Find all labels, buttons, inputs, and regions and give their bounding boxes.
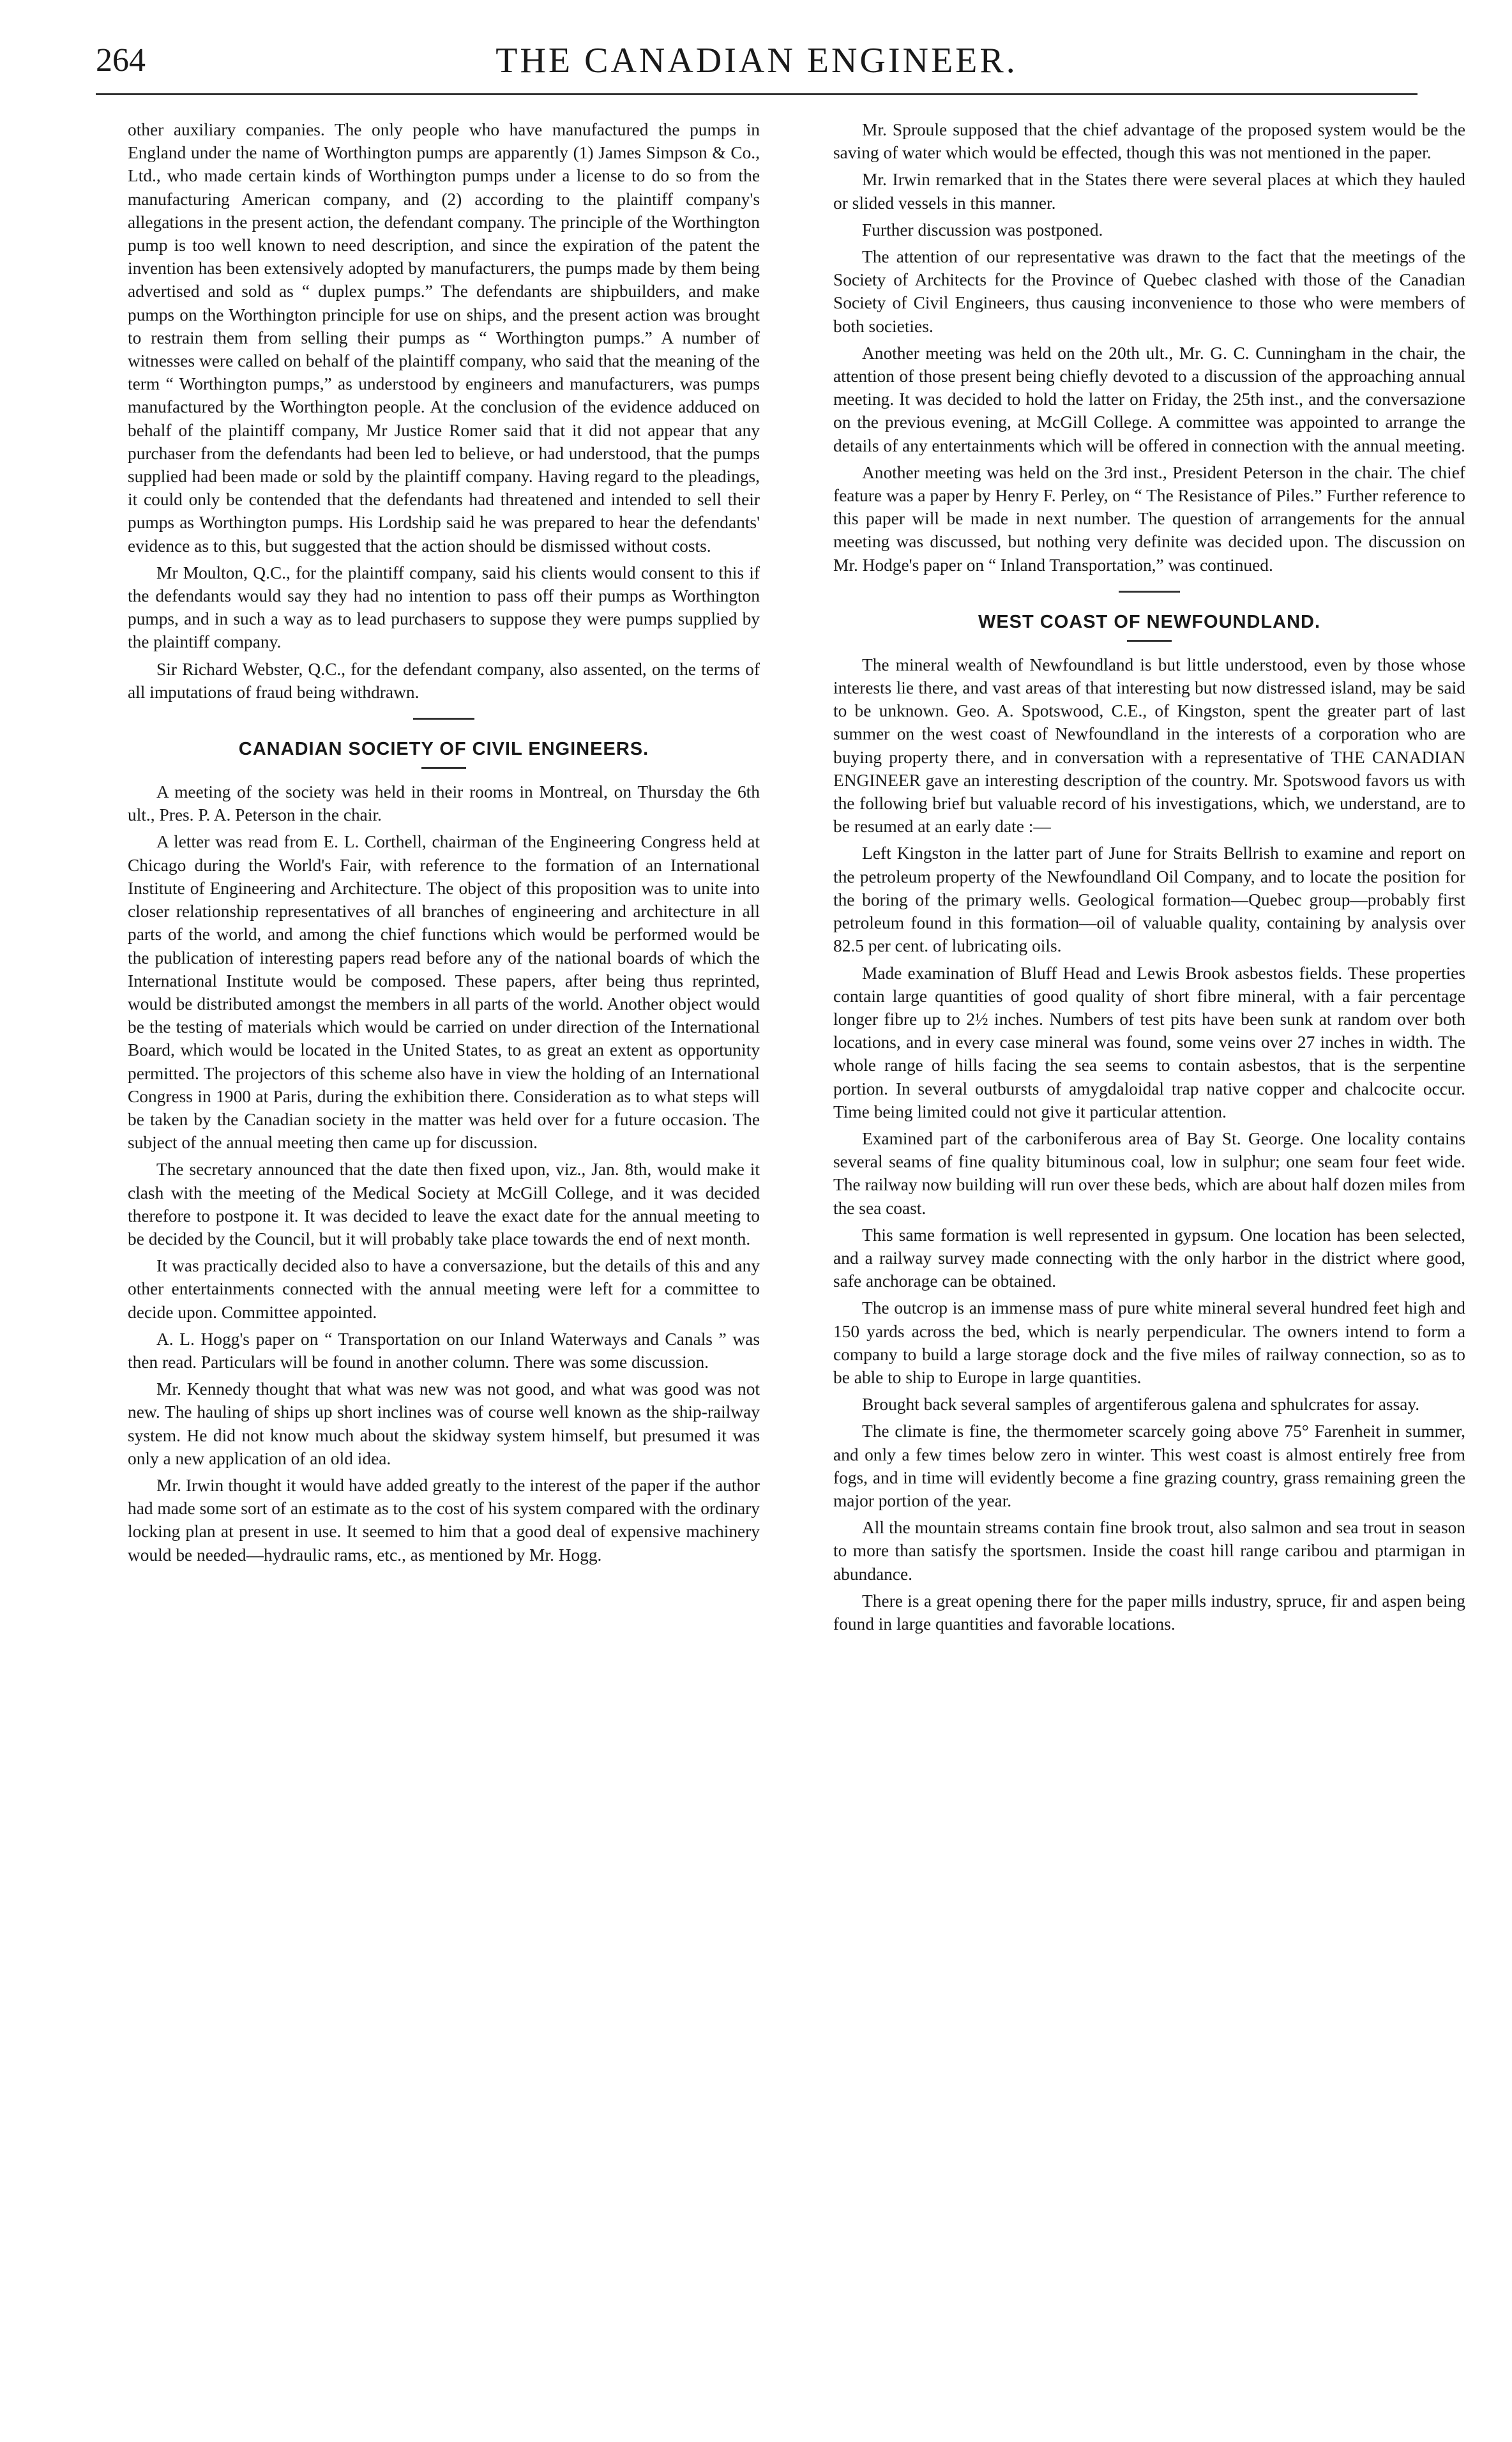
article-paragraph: The secretary announced that the date then fixed upon, viz., Jan. 8th, would make it clash with the meeting of the Medical Society at McGill College, and it was decided therefore to postpone it. It was decided to leave the exact date for the annual meeting to be decided by the Council, but it will probably take place towards the end of next month. — [128, 1160, 760, 1248]
article-paragraph: other auxiliary companies. The only people who have manufactured the pumps in England under the name of Worthington pumps are apparently (1) James Simpson & Co., Ltd., who made certain kinds of Worthington pumps under a license to do so from the manufacturing American company, and (2) according to the plaintiff company's allegations in the present action, the defendant company. The principle of the Worthington pump is too well known to need description, and since the expiration of the patent the invention has been extensively adopted by manufacturers, the pumps made by them being advertised and sold as “ duplex pumps.” The defendants are shipbuilders, and make pumps on the Worthington principle for use on ships, and the present action was brought to restrain them from selling their pumps as “ Worthington pumps.” A number of witnesses were called on behalf of the plaintiff company, who said that the meaning of the term “ Worthington pumps,” as understood by engineers and manufacturers, was pumps manufactured by the Worthington people. At the conclusion of the evidence adduced on behalf of the plaintiff company, Mr Justice Romer said that it did not appear that any purchaser from the defendants had been led to believe, or had understood, that the pumps supplied had been made or sold by the plaintiff company. Having regard to the pleadings, it could only be contended that the defendants had threatened and intended to sell their pumps as Worthington pumps. His Lordship said he was prepared to hear the defendants' evidence as to this, but suggested that the action should be dismissed without costs. — [128, 120, 760, 556]
article-paragraph: The attention of our representative was drawn to the fact that the meetings of the Society of Architects for the Province of Quebec clashed with those of the Canadian Society of Civil Engineers, thus causing inconvenience to those who were members of both societies. — [833, 247, 1465, 336]
article-paragraph: Examined part of the carboniferous area of Bay St. George. One locality contains several seams of fine quality bituminous coal, low in sulphur; one seam four feet wide. The railway now building will run over these beds, which are about half dozen miles from the sea coast. — [833, 1128, 1465, 1218]
title-underline — [421, 767, 466, 769]
article-paragraph: A meeting of the society was held in their rooms in Montreal, on Thursday the 6th ult., Pres. P. A. Peterson in the chair. — [128, 782, 760, 825]
article-paragraph: Mr. Irwin remarked that in the States there were several places at which they hauled or slided vessels in this manner. — [833, 170, 1465, 213]
article-paragraph: The outcrop is an immense mass of pure white mineral several hundred feet high and 150 yards across the bed, which is nearly perpendicular. The owners intend to form a company to build a large storage dock and the five miles of railway connection, so as to be able to ship to Europe in large quantities. — [833, 1298, 1465, 1387]
article-paragraph: A letter was read from E. L. Corthell, chairman of the Engineering Congress held at Chicago during the World's Fair, with reference to the formation of an International Institute of Engineering and Architecture. The object of this proposition was to unite into closer relationship representatives of all branches of engineering and architecture in all parts of the world, and among the chief functions which would be performed would be the publication of interesting papers read before any of the national boards of which the International Institute would be composed. These papers, after being thus reprinted, would be distributed amongst the members in all parts of the world. Another object would be the testing of materials which would be carried on under direction of the International Board, which would be located in the United States, to as great an extent as opportunity permitted. The projectors of this scheme also have in view the holding of an International Congress in 1900 at Paris, during the exhibition there. Consideration as to what steps will be taken by the Canadian society in the matter was held over for a future occasion. The subject of the annual meeting then came up for discussion. — [128, 832, 760, 1153]
article-paragraph: Mr. Irwin thought it would have added greatly to the interest of the paper if the author had made some sort of an estimate as to the cost of his system compared with the ordinary locking plan at present in use. It seemed to him that a good deal of expensive machinery would be needed—hydraulic rams, etc., as mentioned by Mr. Hogg. — [128, 1475, 760, 1565]
section-divider — [413, 718, 474, 720]
article-paragraph: Left Kingston in the latter part of June for Straits Bellrish to examine and report on the petroleum property of the Newfoundland Oil Company, and to locate the position for the boring of the primary wells. Geological formation—Quebec group—probably first petroleum found in this formation—oil of valuable quality, containing by analysis over 82.5 per cent. of lubricating oils. — [833, 844, 1465, 956]
page-number: 264 — [96, 42, 146, 79]
journal-title: THE CANADIAN ENGINEER. — [495, 41, 1018, 80]
article-paragraph: Another meeting was held on the 3rd inst., President Peterson in the chair. The chief feature was a paper by Henry F. Perley, on “ The Resistance of Piles.” Further reference to this paper will be made in next number. The question of arrangements for the annual meeting was discussed, but nothing very definite was decided upon. The discussion on Mr. Hodge's paper on “ Inland Transportation,” was continued. — [833, 462, 1465, 575]
article-paragraph: Sir Richard Webster, Q.C., for the defendant company, also assented, on the terms of all imputations of fraud being withdrawn. — [128, 659, 760, 702]
article-paragraph: Mr Moulton, Q.C., for the plaintiff company, said his clients would consent to this if the defendants would say they had no intention to pass off their pumps as Worthington pumps, and in such a way as to lead purchasers to suppose they were pumps supplied by the plaintiff company. — [128, 563, 760, 652]
article-paragraph: The climate is fine, the thermometer scarcely going above 75° Farenheit in summer, and only a few times below zero in winter. This west coast is almost entirely free from fogs, and in time will evidently become a fine grazing country, grass remaining green the major portion of the year. — [833, 1422, 1465, 1510]
article-paragraph: There is a great opening there for the paper mills industry, spruce, fir and aspen being found in large quantities and favorable locations. — [833, 1591, 1465, 1634]
left-column — [128, 118, 760, 1570]
section-title-newfoundland: WEST COAST OF NEWFOUNDLAND. — [978, 611, 1321, 632]
section-title-civil-engineers: CANADIAN SOCIETY OF CIVIL ENGINEERS. — [238, 739, 649, 760]
article-paragraph: A. L. Hogg's paper on “ Transportation on our Inland Waterways and Canals ” was then read. Particulars will be found in another column. There was some discussion. — [128, 1329, 760, 1372]
article-paragraph: All the mountain streams contain fine brook trout, also salmon and sea trout in season to more than satisfy the sportsmen. Inside the coast hill range caribou and ptarmigan in abundance. — [833, 1518, 1465, 1584]
article-paragraph: The mineral wealth of Newfoundland is but little understood, even by those whose interests lie there, and vast areas of that interesting but now distressed island, may be said to be unknown. Geo. A. Spotswood, C.E., of Kingston, spent the greater part of last summer on the west coast of Newfoundland in the interests of a corporation who are buying property there, and in conversation with a representative of THE CANADIAN ENGINEER gave an interesting description of the country. Mr. Spotswood favors us with the following brief but valuable record of his investigations, which, we understand, are to be resumed at an early date :— — [833, 655, 1465, 837]
article-paragraph: Mr. Kennedy thought that what was new was not good, and what was good was not new. The hauling of ships up short inclines was of course well known as the ship-railway system. He did not know much about the skidway system himself, but presumed it was only a new application of an old idea. — [128, 1379, 760, 1468]
article-paragraph: It was practically decided also to have a conversazione, but the details of this and any other entertainments connected with the annual meeting were left for a committee to decide upon. Committee appointed. — [128, 1256, 760, 1322]
header-rule — [96, 93, 1418, 95]
article-paragraph: Further discussion was postponed. — [862, 220, 1103, 239]
article-paragraph: Another meeting was held on the 20th ult., Mr. G. C. Cunningham in the chair, the attention of those present being chiefly devoted to a discussion of the approaching annual meeting. It was decided to hold the latter on Friday, the 25th inst., and the conversazione on the previous evening, at McGill College. A committee was appointed to arrange the details of any entertainments which will be offered in connection with the annual meeting. — [833, 343, 1465, 455]
article-paragraph: Made examination of Bluff Head and Lewis Brook asbestos fields. These properties contain large quantities of good quality of short fibre mineral, with a fair percentage longer fibre up to 2½ inches. Numbers of test pits have been sunk at random over both locations, and in every case mineral was found, some veins over 27 inches in width. The whole range of hills facing the sea seems to contain asbestos, that is the serpentine portion. In several outbursts of amygdaloidal trap native copper and chalcocite occur. Time being limited could not give it particular attention. — [833, 963, 1465, 1121]
title-underline — [1127, 640, 1172, 642]
section-divider — [1119, 591, 1180, 593]
article-paragraph: This same formation is well represented in gypsum. One location has been selected, and a railway survey made connecting with the only harbor in the district where good, safe anchorage can be obtained. — [833, 1225, 1465, 1291]
right-column — [833, 118, 1465, 1639]
article-paragraph: Brought back several samples of argentiferous galena and sphulcrates for assay. — [862, 1395, 1420, 1414]
page-header — [96, 38, 1418, 89]
article-paragraph: Mr. Sproule supposed that the chief advantage of the proposed system would be the saving of water which would be effected, though this was not mentioned in the paper. — [833, 120, 1465, 163]
